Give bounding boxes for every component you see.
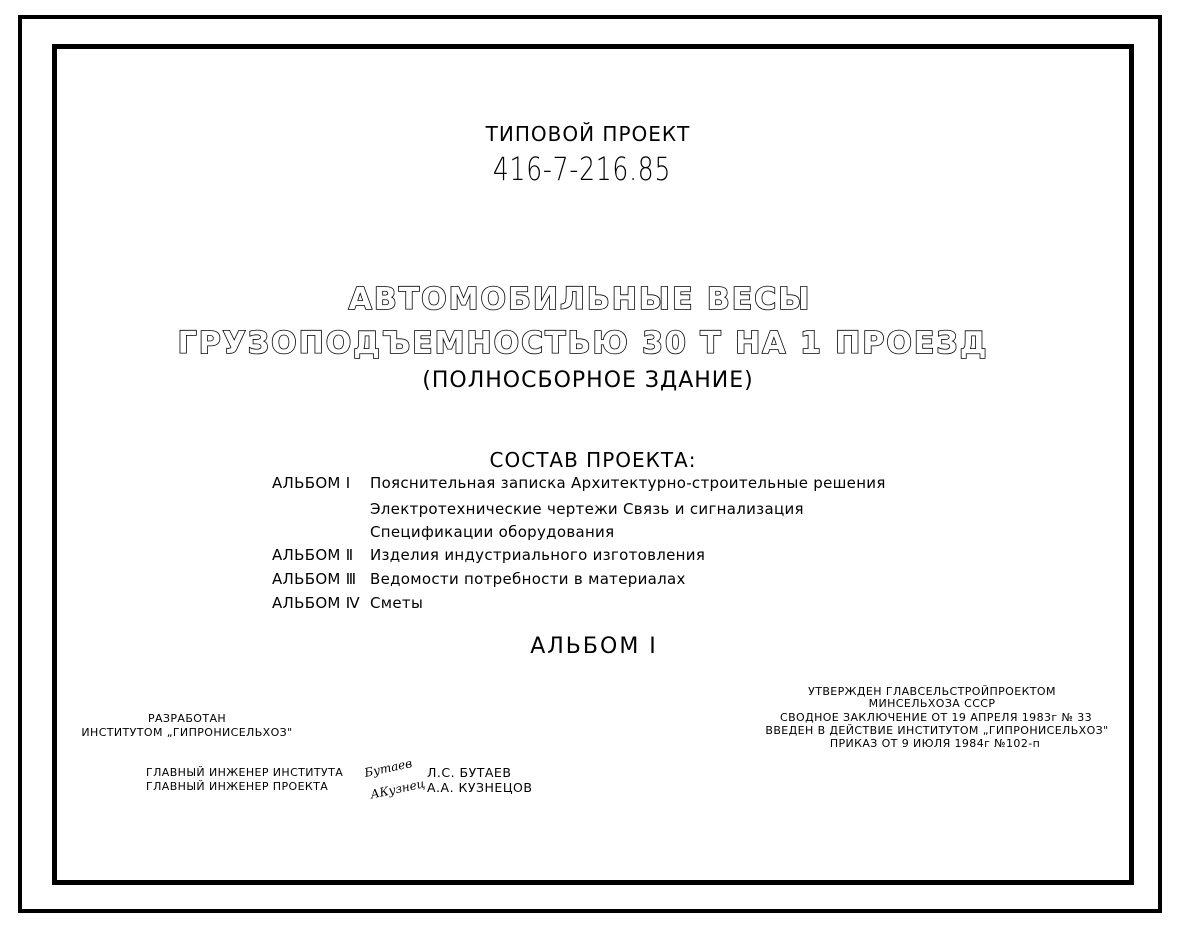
title-line-3: (ПОЛНОСБОРНОЕ ЗДАНИЕ) — [422, 368, 754, 393]
developer-line-1: РАЗРАБОТАН — [147, 712, 227, 725]
signatory-2-name: А.А. КУЗНЕЦОВ — [427, 780, 533, 795]
composition-heading: СОСТАВ ПРОЕКТА: — [489, 448, 697, 472]
signatory-1-name: Л.С. БУТАЕВ — [427, 765, 512, 780]
album-1-line-3: Спецификации оборудования — [370, 523, 615, 541]
approval-line-2: МИНСЕЛЬХОЗА СССР — [868, 697, 996, 710]
project-type-label: ТИПОВОЙ ПРОЕКТ — [485, 122, 691, 146]
signatory-1-role: ГЛАВНЫЙ ИНЖЕНЕР ИНСТИТУТА — [146, 766, 344, 779]
signature-2-mark: АКузнец — [369, 776, 427, 802]
approval-line-5: ПРИКАЗ ОТ 9 ИЮЛЯ 1984г №102-п — [829, 737, 1041, 750]
album-1-line-2: Электротехнические чертежи Связь и сигнализация — [370, 500, 804, 518]
signature-2 — [369, 776, 427, 802]
developer-line-2: ИНСТИТУТОМ „ГИПРОНИСЕЛЬХОЗ" — [81, 726, 293, 739]
album-4-line-1: Сметы — [370, 594, 424, 612]
signatory-2-role: ГЛАВНЫЙ ИНЖЕНЕР ПРОЕКТА — [146, 780, 329, 793]
title-line-2: ГРУЗОПОДЪЕМНОСТЬЮ 30 Т НА 1 ПРОЕЗД — [177, 326, 989, 361]
album-4-label: АЛЬБОМ Ⅳ — [272, 594, 360, 612]
album-2-label: АЛЬБОМ Ⅱ — [272, 546, 354, 564]
approval-line-1: УТВЕРЖДЕН ГЛАВСЕЛЬСТРОЙПРОЕКТОМ — [808, 685, 1056, 698]
title-line-1: АВТОМОБИЛЬНЫЕ ВЕСЫ — [348, 282, 812, 317]
approval-line-3: СВОДНОЕ ЗАКЛЮЧЕНИЕ ОТ 19 АПРЕЛЯ 1983г № 33 — [780, 711, 1092, 724]
current-album-label: АЛЬБОМ Ⅰ — [530, 634, 658, 659]
album-1-label: АЛЬБОМ Ⅰ — [272, 474, 351, 492]
album-2-line-1: Изделия индустриального изготовления — [370, 546, 706, 564]
approval-line-4: ВВЕДЕН В ДЕЙСТВИЕ ИНСТИТУТОМ „ГИПРОНИСЕЛЬХОЗ" — [765, 724, 1109, 737]
signature-1-mark: Бутаев — [363, 756, 414, 780]
signature-1 — [363, 756, 414, 780]
album-1-line-1: Пояснительная записка Архитектурно-строительные решения — [370, 474, 886, 492]
album-3-label: АЛЬБОМ Ⅲ — [272, 570, 357, 588]
project-number: 416-7-216.85 — [492, 150, 672, 188]
album-3-line-1: Ведомости потребности в материалах — [370, 570, 686, 588]
